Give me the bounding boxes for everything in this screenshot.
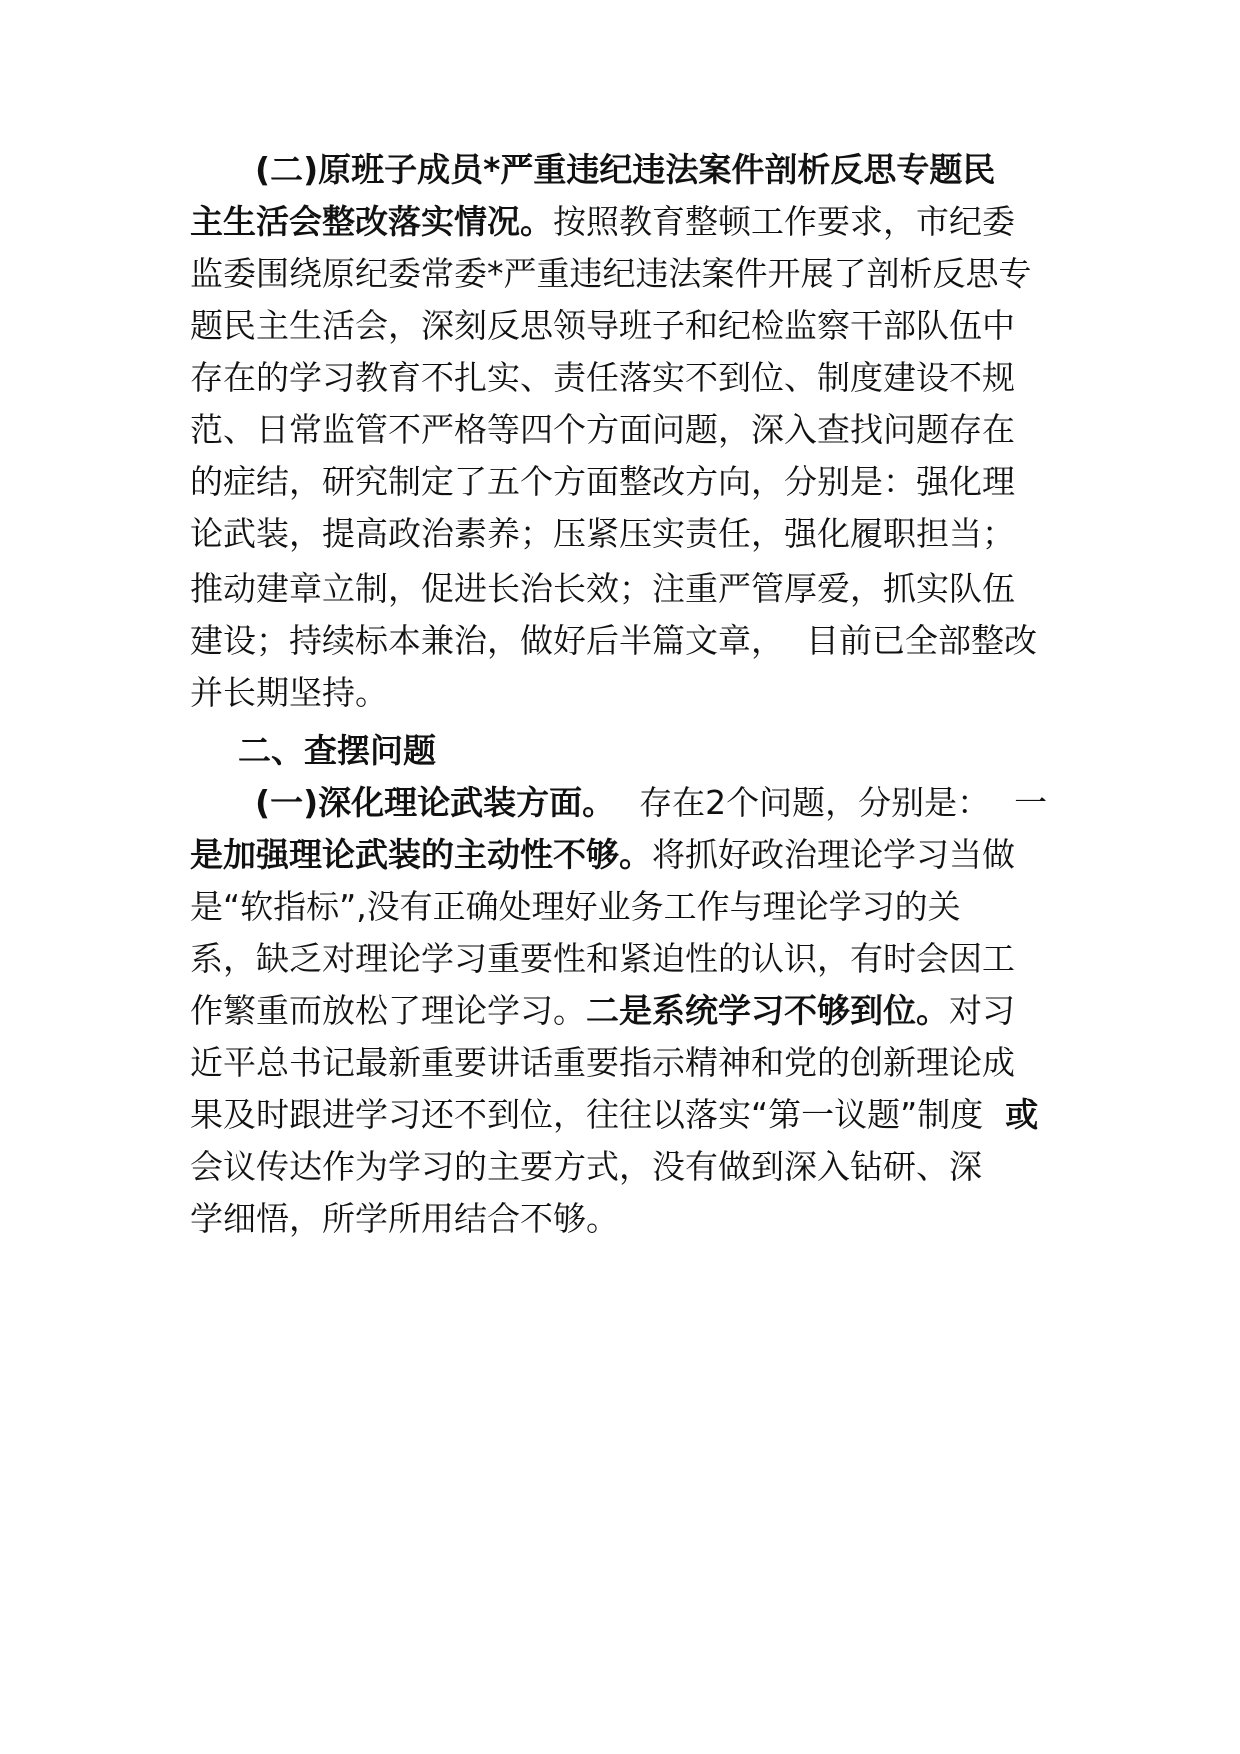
bold-point: 是加强理论武装的主动性不够。 — [190, 835, 652, 874]
body-text: 将抓好政治理论学习当做 — [652, 835, 1015, 874]
paragraph-line — [255, 148, 995, 192]
paragraph-line — [190, 1197, 619, 1241]
body-text: 范、日常监管不严格等四个方面问题，深入查找问题存在 — [190, 410, 1015, 449]
body-text: 近平总书记最新重要讲话重要指示精神和党的创新理论成 — [190, 1043, 1015, 1082]
paragraph-line — [255, 781, 1047, 825]
body-text: 建设；持续标本兼治，做好后半篇文章， — [190, 621, 784, 660]
body-text: 是“软指标”,没有正确处理好业务工作与理论学习的关 — [190, 887, 961, 926]
body-text: 题民主生活会，深刻反思领导班子和纪检监察干部队伍中 — [190, 306, 1015, 345]
paragraph-line — [190, 512, 1015, 556]
paragraph-line — [190, 1041, 1015, 1085]
paragraph-line — [190, 252, 1032, 296]
body-text: 一 — [1014, 783, 1048, 822]
section-heading-inline: 主生活会整改落实情况。 — [190, 202, 553, 241]
body-text: 会议传达作为学习的主要方式，没有做到深入钻研、深 — [190, 1147, 982, 1186]
paragraph-line — [190, 833, 1015, 877]
body-text: 学细悟，所学所用结合不够。 — [190, 1199, 619, 1238]
body-text: 按照教育整顿工作要求，市纪委 — [553, 202, 1015, 241]
body-text: 对习 — [949, 991, 1015, 1030]
section-heading-inline: (一)深化理论武装方面。 — [255, 783, 616, 822]
body-text: 论武装，提高政治素养；压紧压实责任，强化履职担当； — [190, 514, 1015, 553]
paragraph-line — [190, 1145, 982, 1189]
paragraph-line — [190, 200, 1015, 244]
body-text: 的症结，研究制定了五个方面整改方向，分别是：强化理 — [190, 462, 1015, 501]
body-text: 目前已全部整改 — [806, 621, 1037, 660]
body-text: 或 — [1005, 1095, 1039, 1134]
body-text: 作繁重而放松了理论学习。 — [190, 991, 586, 1030]
body-text: 果及时跟进学习还不到位，往往以落实“第一议题”制度 — [190, 1095, 984, 1134]
paragraph-line — [190, 989, 1015, 1033]
body-text: 监委围绕原纪委常委*严重违纪违法案件开展了剖析反思专 — [190, 254, 1032, 293]
paragraph-line — [190, 619, 1037, 663]
bold-point: 二是系统学习不够到位。 — [586, 991, 949, 1030]
paragraph-line — [190, 671, 388, 715]
body-text: 系，缺乏对理论学习重要性和紧迫性的认识，有时会因工 — [190, 939, 1015, 978]
paragraph-line — [190, 1093, 1038, 1137]
paragraph-line — [190, 304, 1015, 348]
paragraph-line — [190, 885, 961, 929]
body-text: 推动建章立制，促进长治长效；注重严管厚爱，抓实队伍 — [190, 569, 1015, 608]
section-heading: 二、查摆问题 — [238, 731, 436, 770]
section-heading-inline: (二)原班子成员*严重违纪违法案件剖析反思专题民 — [255, 150, 996, 189]
paragraph-line — [190, 408, 1015, 452]
body-text: 存在2个问题，分别是： — [639, 783, 991, 822]
body-text: 并长期坚持。 — [190, 673, 388, 712]
body-text: 存在的学习教育不扎实、责任落实不到位、制度建设不规 — [190, 358, 1015, 397]
paragraph-line — [190, 460, 1015, 504]
paragraph-line — [190, 937, 1015, 981]
paragraph-line — [190, 356, 1015, 400]
paragraph-line — [190, 567, 1015, 611]
